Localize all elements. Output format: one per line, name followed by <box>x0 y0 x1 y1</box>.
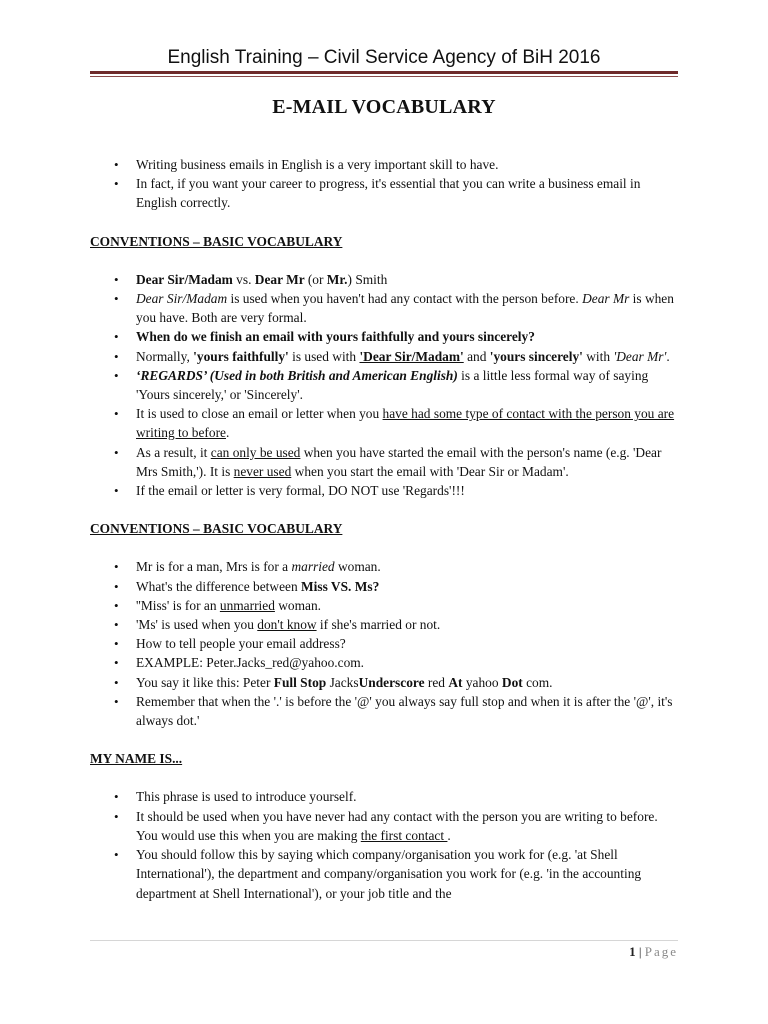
list-item: • 'Ms' is used when you don't know if she's married or not. <box>90 615 680 634</box>
list-item: • How to tell people your email address? <box>90 634 680 653</box>
list-item: • It is used to close an email or letter when you have had some type of contact with the person you are writing to before. <box>90 404 680 442</box>
page-separator: | <box>635 944 645 959</box>
list-item: • As a result, it can only be used when you have started the email with the person's name (e.g. 'Dear Mrs Smith,'). It is never used when you start the email with 'Dear Sir or Madam'. <box>90 443 680 481</box>
list-item: • Mr is for a man, Mrs is for a married woman. <box>90 557 680 576</box>
list-item: • Dear Sir/Madam vs. Dear Mr (or Mr.) Smith <box>90 270 680 289</box>
list-item: • You say it like this: Peter Full Stop JacksUnderscore red At yahoo Dot com. <box>90 673 680 692</box>
list-item: • Writing business emails in English is a very important skill to have. <box>90 155 680 174</box>
page-number-footer <box>629 944 678 960</box>
conventions-list-2 <box>90 557 680 730</box>
page-label: Page <box>644 944 678 959</box>
page-number: 1 <box>629 944 636 959</box>
section-heading-conventions-1: CONVENTIONS – BASIC VOCABULARY <box>90 233 343 249</box>
header-rule-thin <box>90 76 678 77</box>
list-item: • ‘REGARDS’ (Used in both British and American English) is a little less formal way of saying 'Yours sincerely,' or 'Sincerely'. <box>90 366 680 404</box>
list-item: • Dear Sir/Madam is used when you haven't had any contact with the person before. Dear Mr is when you have. Both are very formal. <box>90 289 680 327</box>
list-item: • In fact, if you want your career to progress, it's essential that you can write a business email in English correctly. <box>90 174 680 212</box>
section-heading-my-name-is: MY NAME IS... <box>90 751 183 767</box>
list-item: • What's the difference between Miss VS. Ms? <box>90 577 680 596</box>
document-title: E-MAIL VOCABULARY <box>272 96 496 118</box>
list-item: • EXAMPLE: Peter.Jacks_red@yahoo.com. <box>90 653 680 672</box>
list-item: • It should be used when you have never had any contact with the person you are writing to before. You would use this when you are making the first contact . <box>90 807 680 845</box>
list-item: • If the email or letter is very formal, DO NOT use 'Regards'!!! <box>90 481 680 500</box>
section-heading-conventions-2: CONVENTIONS – BASIC VOCABULARY <box>90 521 343 537</box>
list-item: • ''Miss' is for an unmarried woman. <box>90 596 680 615</box>
list-item: • When do we finish an email with yours faithfully and yours sincerely? <box>90 327 680 346</box>
header-title: English Training – Civil Service Agency of BiH 2016 <box>167 47 601 68</box>
list-item: • You should follow this by saying which company/organisation you work for (e.g. 'at Shell International'), the department and company/organisation you work for (e.g. 'in the accounting department at Shell International'), or your job title and the <box>90 845 680 903</box>
intro-list <box>90 155 680 213</box>
document-body <box>90 155 680 903</box>
list-item: • Normally, 'yours faithfully' is used with 'Dear Sir/Madam' and 'yours sincerely' with 'Dear Mr'. <box>90 347 680 366</box>
header-rule-thick <box>90 71 678 74</box>
list-item: • Remember that when the '.' is before the '@' you always say full stop and when it is after the '@', it's always dot.' <box>90 692 680 730</box>
conventions-list-1 <box>90 270 680 500</box>
my-name-is-list <box>90 787 680 902</box>
footer-rule <box>90 940 678 941</box>
list-item: • This phrase is used to introduce yourself. <box>90 787 680 806</box>
